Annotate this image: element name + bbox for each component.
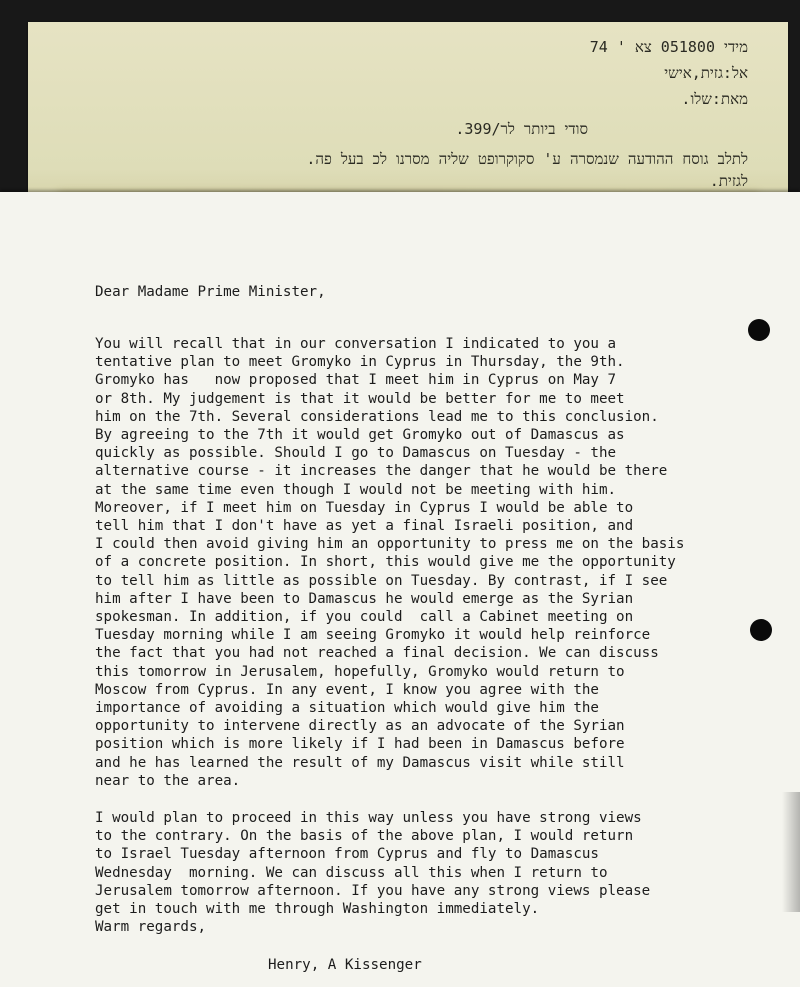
closing: Warm regards, (95, 919, 207, 935)
telex-note-line: לתלב גוסח ההודעה שנמסרה ע' סקוקרופט שליה מסרנו לכ בעל פה. (306, 150, 748, 168)
paper-fold-shadow (782, 792, 800, 912)
telex-priority-line: מידי 051800 צא ' 74 (589, 38, 748, 56)
letter-line: Moscow from Cyprus. In any event, I know you agree with the (95, 681, 599, 698)
letter-line: get in touch with me through Washington immediately. (95, 901, 540, 918)
telex-recipient-line: אל:גזית,אישי (664, 64, 748, 82)
letter-line: Moreover, if I meet him on Tuesday in Cyprus I would be able to (95, 499, 634, 516)
letter-line: spokesman. In addition, if you could call a Cabinet meeting on (95, 609, 634, 626)
body-paragraph-1 (95, 335, 684, 790)
letter-line: at the same time even though I would not be meeting with him. (95, 481, 617, 498)
punch-hole (750, 619, 772, 641)
salutation: Dear Madame Prime Minister, (95, 284, 326, 300)
letter-line: to the contrary. On the basis of the above plan, I would return (95, 828, 634, 845)
letter-line: Gromyko has now proposed that I meet him in Cyprus on May 7 (95, 372, 617, 389)
letter-line: You will recall that in our conversation I indicated to you a (95, 336, 617, 352)
letter-line: I could then avoid giving him an opportunity to press me on the basis (95, 536, 685, 553)
letter-line: Tuesday morning while I am seeing Gromyko it would help reinforce (95, 627, 651, 644)
letter-line: near to the area. (95, 772, 241, 789)
punch-hole (748, 319, 770, 341)
telex-forward-line: לגזית. (709, 172, 748, 190)
letter-line: him after I have been to Damascus he would emerge as the Syrian (95, 590, 634, 607)
letter-line: the fact that you had not reached a final decision. We can discuss (95, 645, 659, 662)
letter-line: importance of avoiding a situation which would give him the (95, 700, 599, 717)
letter-line: to tell him as little as possible on Tuesday. By contrast, if I see (95, 572, 668, 589)
letter-line: opportunity to intervene directly as an advocate of the Syrian (95, 718, 625, 735)
letter-line: Jerusalem tomorrow afternoon. If you have any strong views please (95, 882, 651, 899)
letter-line: him on the 7th. Several considerations lead me to this conclusion. (95, 408, 659, 425)
letter-line: or 8th. My judgement is that it would be better for me to meet (95, 390, 625, 407)
telex-sender-line: מאת:שלו. (681, 90, 748, 108)
letter-line: quickly as possible. Should I go to Damascus on Tuesday - the (95, 445, 617, 462)
letter-sheet (0, 192, 800, 987)
letter-line: of a concrete position. In short, this would give me the opportunity (95, 554, 676, 571)
letter-line: to Israel Tuesday afternoon from Cyprus and fly to Damascus (95, 846, 599, 863)
body-paragraph-2 (95, 809, 650, 918)
signature: Henry, A Kissenger (268, 957, 422, 973)
letter-line: I would plan to proceed in this way unless you have strong views (95, 810, 642, 826)
letter-line: alternative course - it increases the danger that he would be there (95, 463, 668, 480)
letter-line: and he has learned the result of my Damascus visit while still (95, 754, 625, 771)
letter-line: Wednesday morning. We can discuss all this when I return to (95, 864, 608, 881)
letter-line: By agreeing to the 7th it would get Gromyko out of Damascus as (95, 427, 625, 444)
telex-classification-line: סודי ביותר לר/399. (455, 120, 588, 138)
letter-line: tentative plan to meet Gromyko in Cyprus in Thursday, the 9th. (95, 354, 625, 371)
letter-line: this tomorrow in Jerusalem, hopefully, Gromyko would return to (95, 663, 625, 680)
letter-line: tell him that I don't have as yet a final Israeli position, and (95, 518, 634, 535)
letter-line: position which is more likely if I had been in Damascus before (95, 736, 625, 753)
